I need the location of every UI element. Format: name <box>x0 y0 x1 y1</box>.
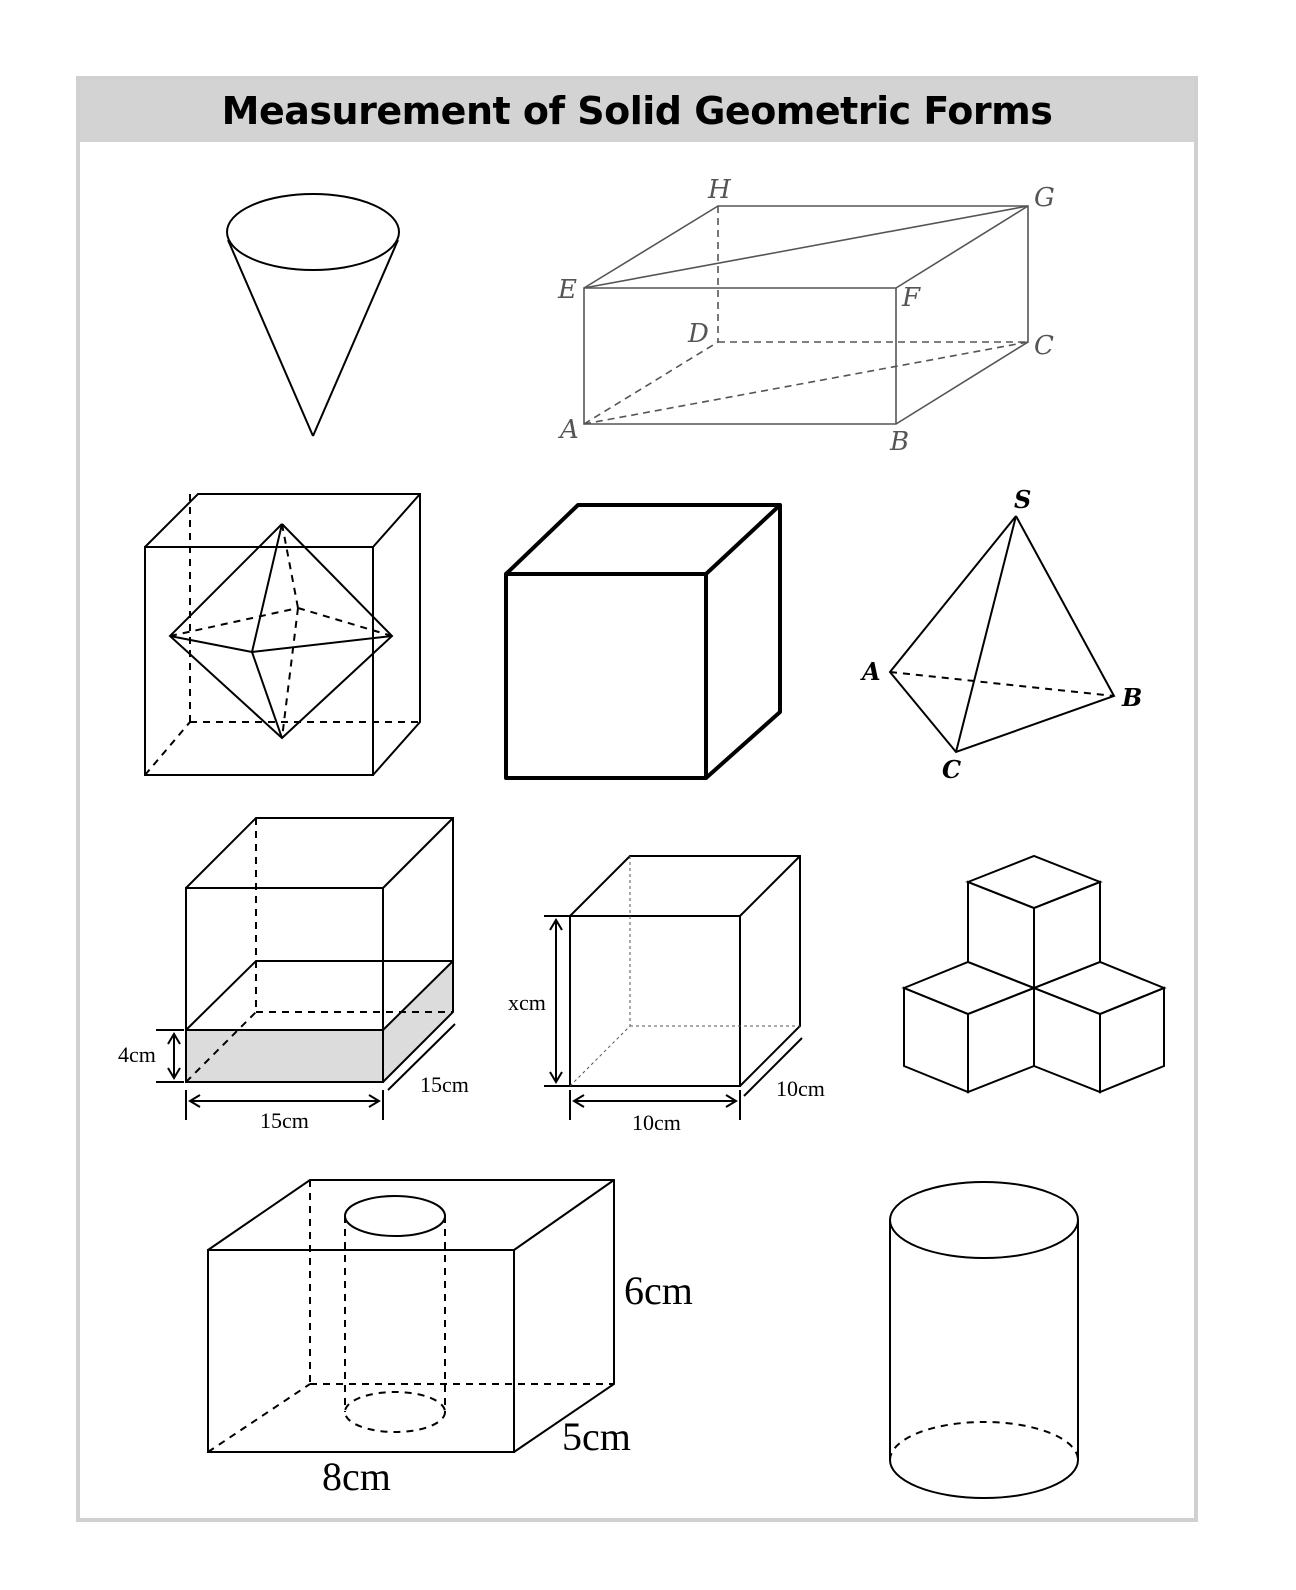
vertex-label-c: C <box>1034 331 1054 361</box>
vertex-label-h: H <box>708 175 731 205</box>
tank-width-label: 15cm <box>260 1108 309 1133</box>
vertex-label-e: E <box>558 275 577 305</box>
cuboid-figure <box>557 175 1055 457</box>
cube-x-depth-label: 10cm <box>776 1076 825 1101</box>
vertex-label-a: A <box>560 415 579 445</box>
stacked-cubes-figure <box>904 856 1164 1092</box>
cube-octahedron-figure <box>145 494 420 775</box>
page-title: Measurement of Solid Geometric Forms <box>221 89 1053 133</box>
vertex-label-f: F <box>902 283 921 313</box>
water-fill <box>186 961 453 1082</box>
cylinder-figure <box>890 1182 1078 1498</box>
vertex-label-s: S <box>1014 485 1032 514</box>
cone-figure <box>227 194 399 436</box>
vertex-label-b2: B <box>1122 683 1143 712</box>
vertex-label-c2: C <box>942 755 962 784</box>
cube-figure <box>506 505 780 778</box>
block-height-label: 6cm <box>624 1268 693 1313</box>
tank-height-label: 4cm <box>118 1042 156 1067</box>
vertex-label-b: B <box>890 427 910 457</box>
cube-x-width-label: 10cm <box>632 1110 681 1135</box>
cube-x-figure <box>508 856 825 1135</box>
tank-depth-label: 15cm <box>420 1072 469 1097</box>
cube-x-height-label: xcm <box>508 990 546 1015</box>
vertex-label-a2: A <box>862 657 881 686</box>
vertex-label-g: G <box>1034 183 1055 213</box>
tetrahedron-figure <box>860 485 1142 784</box>
block-width-label: 8cm <box>322 1454 391 1499</box>
block-with-hole-figure <box>208 1180 693 1499</box>
block-depth-label: 5cm <box>562 1414 631 1459</box>
vertex-label-d: D <box>688 319 709 349</box>
tank-figure <box>118 818 469 1133</box>
